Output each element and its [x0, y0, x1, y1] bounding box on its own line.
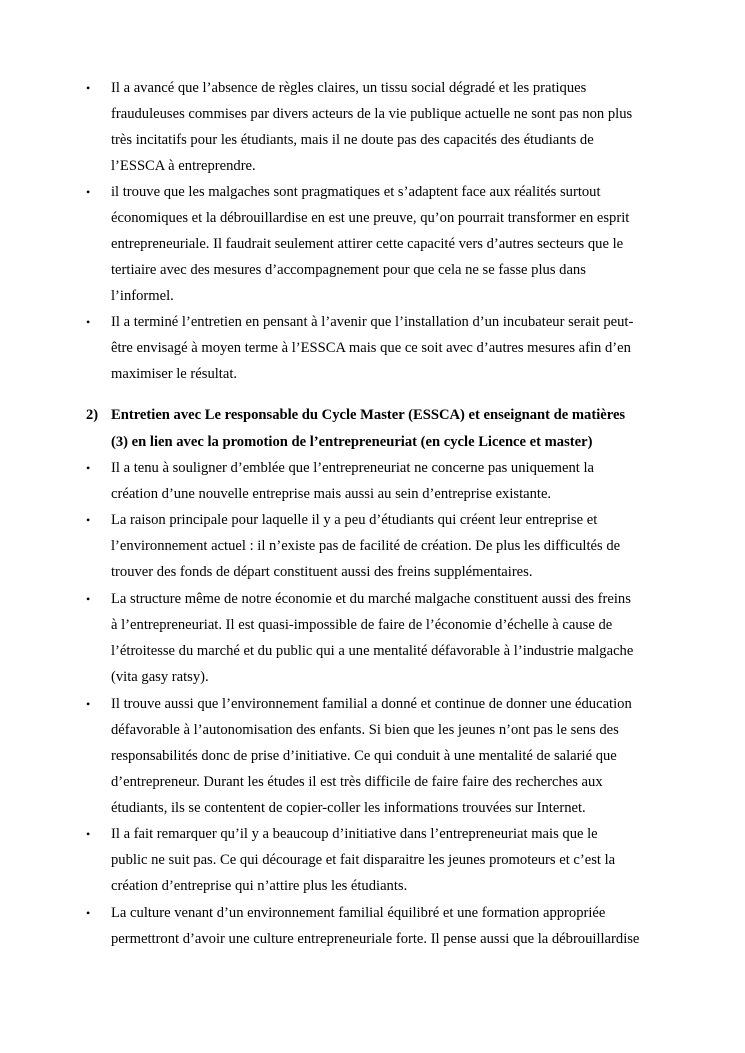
bullet-line: défavorable à l’autonomisation des enfants. Si bien que les jeunes n’ont pas le sens des	[111, 722, 619, 738]
bullet-line: trouver des fonds de départ constituent aussi des freins supplémentaires.	[111, 564, 533, 580]
bullet-line: public ne suit pas. Ce qui décourage et fait disparaitre les jeunes promoteurs et c’est la	[111, 852, 616, 868]
bullet-line: création d’une nouvelle entreprise mais aussi au sein d’entreprise existante.	[111, 486, 552, 502]
bullet-marker: •	[86, 315, 91, 329]
section-number: 2)	[86, 407, 99, 423]
bullet-line: La structure même de notre économie et du marché malgache constituent aussi des freins	[111, 591, 631, 607]
bullet-line: tertiaire avec des mesures d’accompagnement pour que cela ne se fasse plus dans	[111, 262, 586, 278]
bullet-line: étudiants, ils se contentent de copier-coller les informations trouvées sur Internet.	[111, 800, 586, 816]
bullet-line: maximiser le résultat.	[111, 366, 238, 382]
bullet-line: être envisagé à moyen terme à l’ESSCA mais que ce soit avec d’autres mesures afin d’en	[111, 340, 631, 356]
bullet-line: il trouve que les malgaches sont pragmatiques et s’adaptent face aux réalités surtout	[111, 184, 601, 200]
bullet-line: responsabilités donc de prise d’initiative. Ce qui conduit à une mentalité de salarié que	[111, 748, 617, 764]
bullet-line: l’ESSCA à entreprendre.	[111, 158, 256, 174]
section-title-line: (3) en lien avec la promotion de l’entrepreneuriat (en cycle Licence et master)	[111, 434, 593, 450]
bullet-marker: •	[86, 906, 91, 920]
bullet-line: création d’entreprise qui n’attire plus les étudiants.	[111, 878, 408, 894]
bullet-line: l’étroitesse du marché et du public qui a une mentalité défavorable à l’industrie malgache	[111, 643, 634, 659]
bullet-marker: •	[86, 592, 91, 606]
bullet-marker: •	[86, 513, 91, 527]
bullet-line: l’informel.	[111, 288, 174, 304]
bullet-marker: •	[86, 81, 91, 95]
section-title-line: Entretien avec Le responsable du Cycle Master (ESSCA) et enseignant de matières	[111, 407, 626, 423]
bullet-line: économiques et la débrouillardise en est une preuve, qu’on pourrait transformer en esprit	[111, 210, 630, 226]
bullet-line: Il a avancé que l’absence de règles claires, un tissu social dégradé et les pratiques	[111, 80, 587, 96]
bullet-line: entrepreneuriale. Il faudrait seulement attirer cette capacité vers d’autres secteurs que le	[111, 236, 624, 252]
bullet-line: Il a terminé l’entretien en pensant à l’avenir que l’installation d’un incubateur serait peut-	[111, 314, 634, 330]
bullet-marker: •	[86, 185, 91, 199]
bullet-line: Il trouve aussi que l’environnement familial a donné et continue de donner une éducation	[111, 696, 632, 712]
bullet-line: permettront d’avoir une culture entrepreneuriale forte. Il pense aussi que la débrouillardise	[111, 931, 640, 947]
bullet-line: frauduleuses commises par divers acteurs de la vie publique actuelle ne sont pas non plus	[111, 106, 633, 122]
bullet-line: très incitatifs pour les étudiants, mais il ne doute pas des capacités des étudiants de	[111, 132, 594, 148]
bullet-line: l’environnement actuel : il n’existe pas de facilité de création. De plus les difficultés de	[111, 538, 621, 554]
bullet-line: (vita gasy ratsy).	[111, 669, 209, 685]
bullet-line: La culture venant d’un environnement familial équilibré et une formation appropriée	[111, 905, 606, 921]
bullet-marker: •	[86, 827, 91, 841]
bullet-marker: •	[86, 461, 91, 475]
bullet-line: Il a fait remarquer qu’il y a beaucoup d’initiative dans l’entrepreneuriat mais que le	[111, 826, 598, 842]
bullet-line: Il a tenu à souligner d’emblée que l’entrepreneuriat ne concerne pas uniquement la	[111, 460, 595, 476]
bullet-marker: •	[86, 697, 91, 711]
bullet-line: La raison principale pour laquelle il y a peu d’étudiants qui créent leur entreprise et	[111, 512, 598, 528]
bullet-line: d’entrepreneur. Durant les études il est très difficile de faire faire des recherches aux	[111, 774, 603, 790]
bullet-line: à l’entrepreneuriat. Il est quasi-impossible de faire de l’économie d’échelle à cause de	[111, 617, 613, 633]
